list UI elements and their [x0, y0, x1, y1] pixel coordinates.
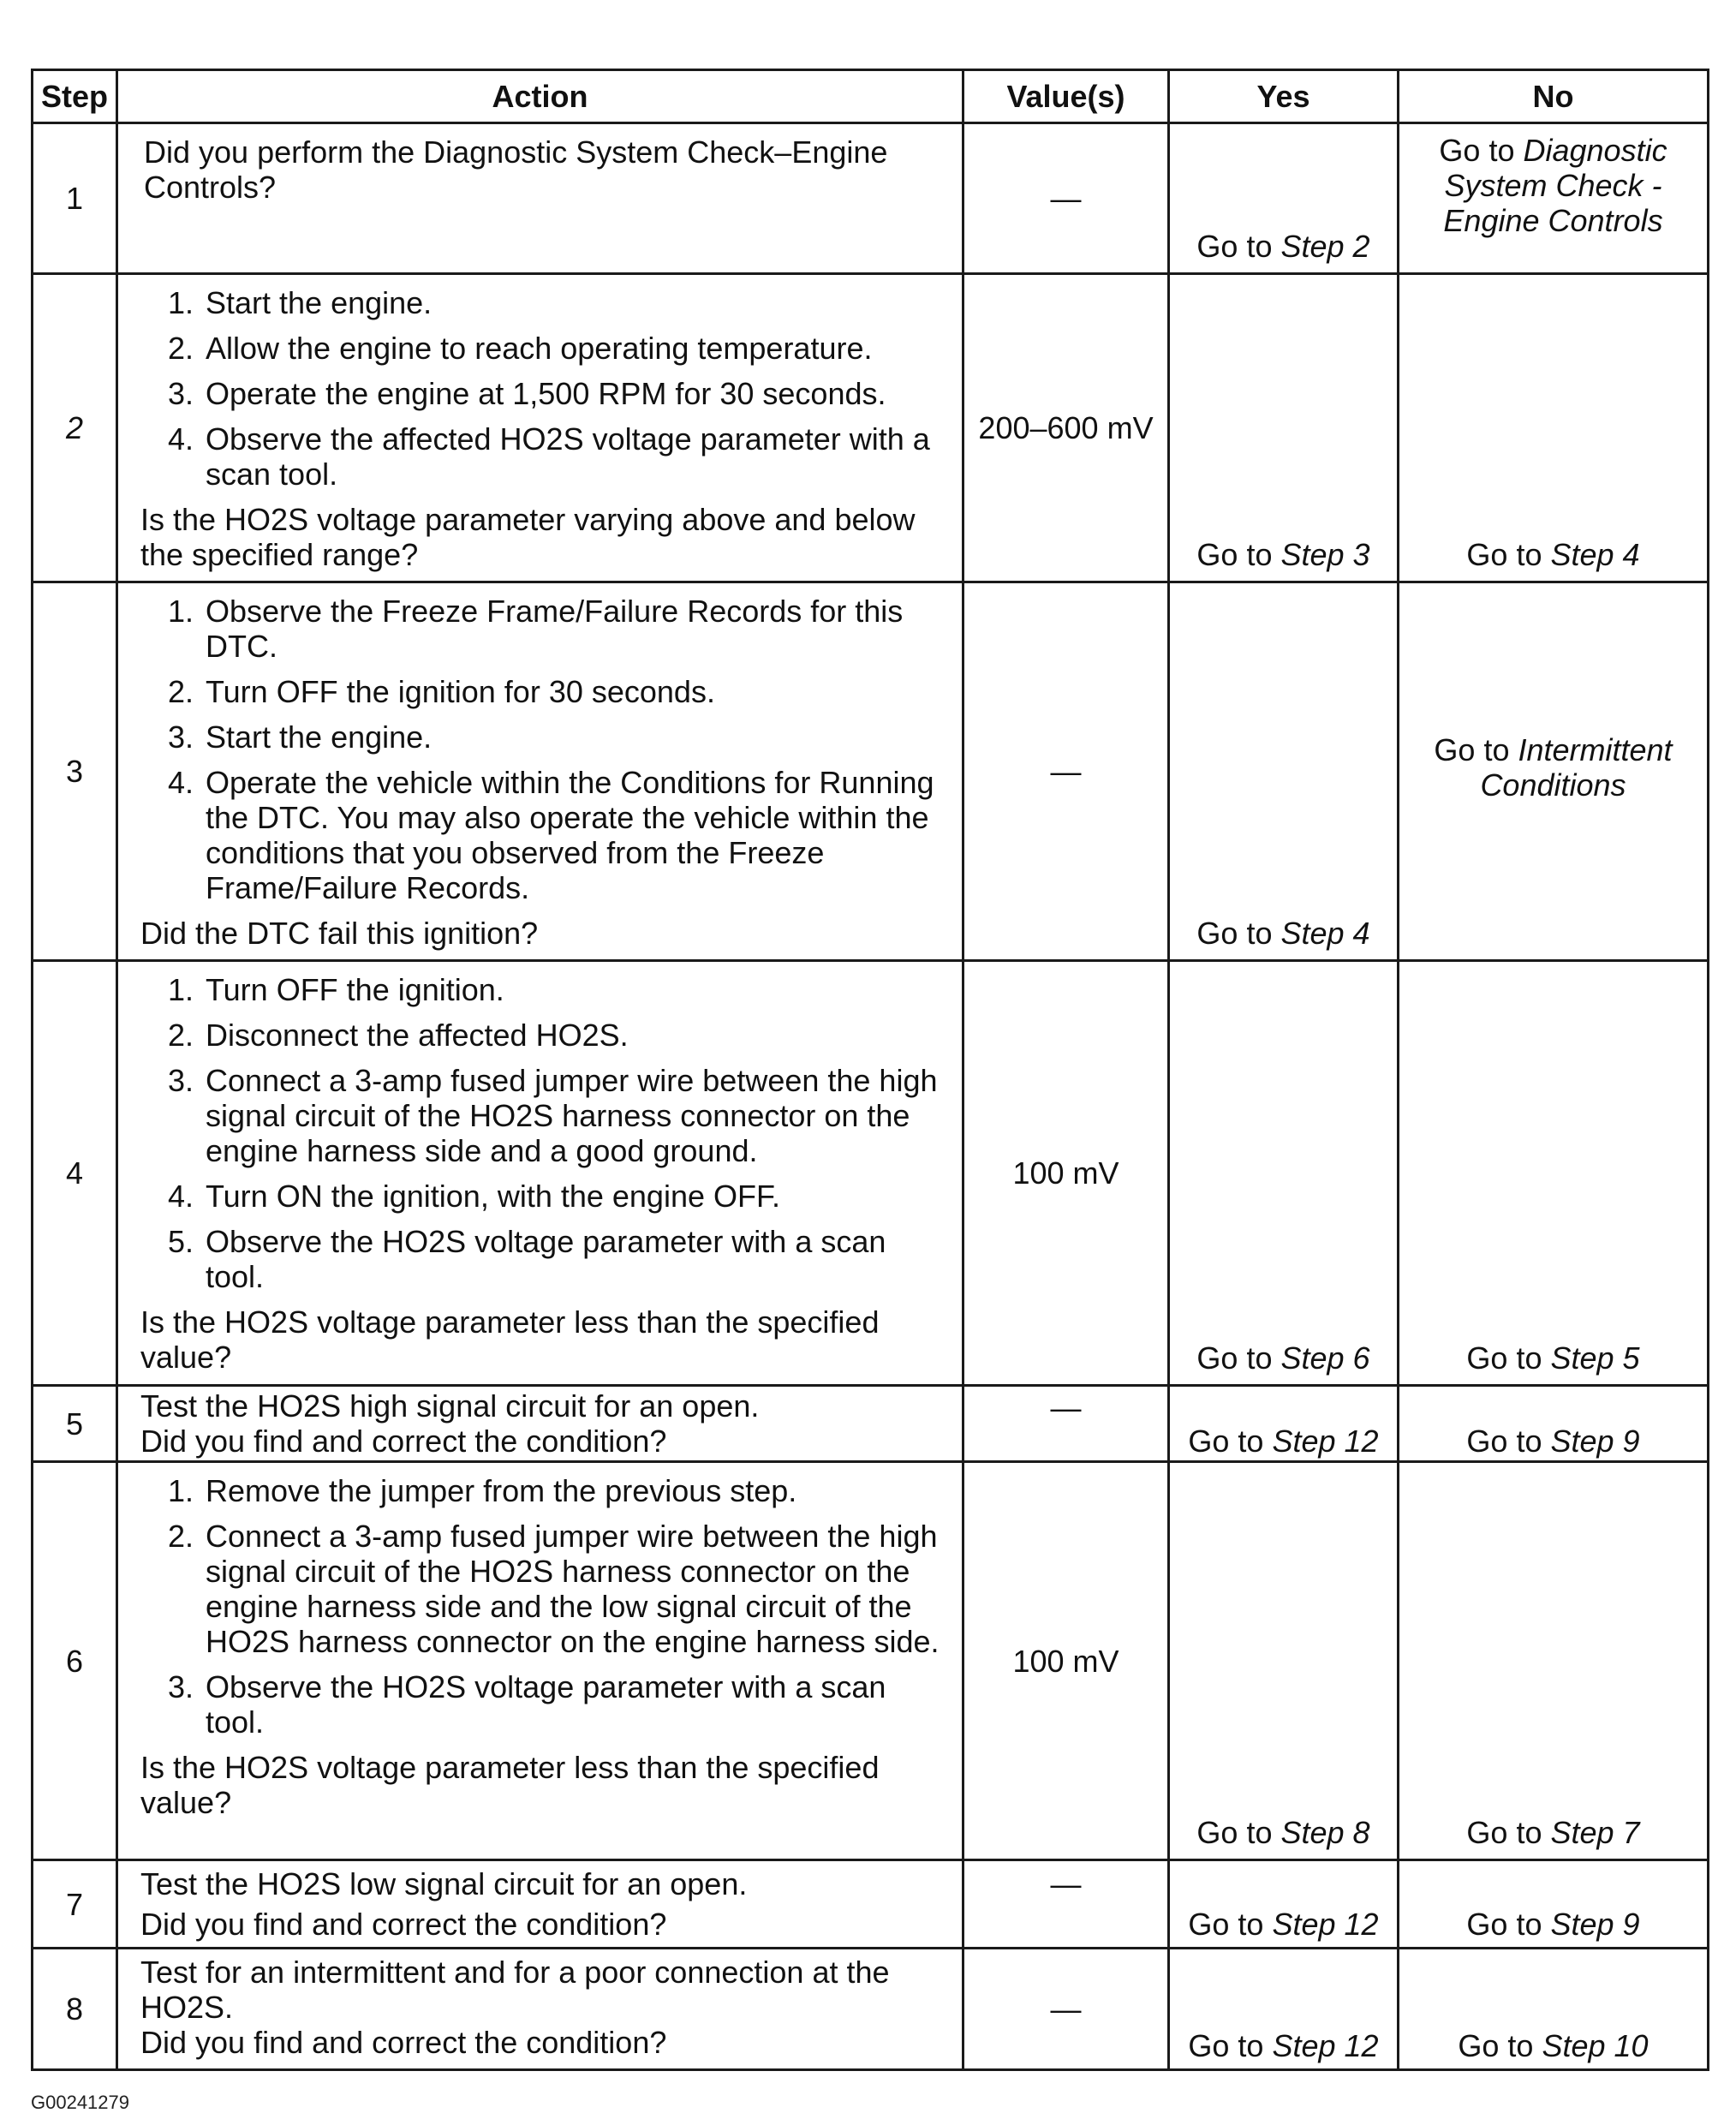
no-prefix: Go to [1458, 2028, 1542, 2063]
action-step: 2. Connect a 3-amp fused jumper wire between the high signal circuit of the HO2S harness connector on the engine harness side and the low signal circuit of the HO2S harness connector on the engine harness side. [202, 1519, 950, 1659]
action-steps-list [140, 594, 950, 905]
figure-id: G00241279 [31, 2092, 129, 2113]
value-cell: 100 mV [963, 1462, 1169, 1860]
action-cell [117, 582, 963, 961]
action-cell [117, 123, 963, 274]
step-number: 5 [33, 1386, 117, 1462]
yes-cell [1169, 1386, 1399, 1462]
no-target: Step 10 [1542, 2028, 1649, 2063]
action-step: 5. Observe the HO2S voltage parameter with a scan tool. [202, 1224, 950, 1294]
action-question: Did you perform the Diagnostic System Check–Engine Controls? [144, 134, 888, 205]
no-cell [1399, 961, 1709, 1386]
no-target: Step 7 [1550, 1815, 1640, 1850]
action-step: 3. Observe the HO2S voltage parameter with a scan tool. [202, 1669, 950, 1740]
header-row [33, 70, 1709, 123]
action-question: Did you find and correct the condition? [140, 1907, 667, 1942]
step-number: 1 [33, 123, 117, 274]
action-question: Did the DTC fail this ignition? [140, 916, 539, 951]
yes-prefix: Go to [1196, 1340, 1281, 1376]
action-step: 2. Allow the engine to reach operating temperature. [202, 331, 950, 366]
action-step: 2. Disconnect the affected HO2S. [202, 1018, 950, 1053]
value-cell: 100 mV [963, 961, 1169, 1386]
yes-cell [1169, 1462, 1399, 1860]
action-step: 2. Turn OFF the ignition for 30 seconds. [202, 674, 950, 709]
yes-prefix: Go to [1188, 1907, 1273, 1942]
action-cell [117, 1386, 963, 1462]
value-cell: 200–600 mV [963, 274, 1169, 582]
action-question: Is the HO2S voltage parameter varying above and below the specified range? [140, 502, 916, 572]
value-cell: — [963, 123, 1169, 274]
no-prefix: Go to [1466, 1340, 1551, 1376]
action-step: 3. Start the engine. [202, 719, 950, 755]
yes-cell [1169, 582, 1399, 961]
step-number: 6 [33, 1462, 117, 1860]
yes-prefix: Go to [1196, 229, 1281, 264]
no-prefix: Go to [1466, 537, 1551, 572]
yes-target: Step 12 [1272, 1424, 1379, 1459]
table-row-step-6 [33, 1462, 1709, 1860]
action-step: 1. Observe the Freeze Frame/Failure Records for this DTC. [202, 594, 950, 664]
header-yes: Yes [1169, 70, 1399, 123]
no-prefix: Go to [1466, 1424, 1551, 1459]
yes-target: Step 12 [1272, 1907, 1379, 1942]
no-cell [1399, 123, 1709, 274]
no-target: Diagnostic System Check - Engine Controls [1443, 133, 1667, 238]
diagnostic-table-sheet [31, 69, 1707, 2071]
yes-cell [1169, 1860, 1399, 1949]
action-question: Is the HO2S voltage parameter less than the specified value? [140, 1750, 880, 1820]
action-step: 4. Observe the affected HO2S voltage parameter with a scan tool. [202, 421, 950, 492]
action-line: Test for an intermittent and for a poor connection at the HO2S. [140, 1955, 890, 2025]
step-number: 3 [33, 582, 117, 961]
yes-target: Step 6 [1280, 1340, 1370, 1376]
action-step: 1. Start the engine. [202, 285, 950, 320]
yes-target: Step 4 [1280, 916, 1370, 951]
action-steps-list [140, 1473, 950, 1740]
table-row-step-2 [33, 274, 1709, 582]
action-question: Did you find and correct the condition? [140, 1424, 667, 1459]
action-step: 4. Turn ON the ignition, with the engine OFF. [202, 1179, 950, 1214]
table-row-step-7 [33, 1860, 1709, 1949]
yes-cell [1169, 274, 1399, 582]
action-step: 1. Turn OFF the ignition. [202, 972, 950, 1007]
no-target: Step 4 [1550, 537, 1640, 572]
diagnostic-table [31, 69, 1709, 2071]
table-row-step-8 [33, 1949, 1709, 2070]
header-step: Step [33, 70, 117, 123]
step-number: 4 [33, 961, 117, 1386]
no-cell [1399, 582, 1709, 961]
action-cell [117, 1949, 963, 2070]
no-target: Intermittent Conditions [1480, 731, 1673, 803]
action-line: Test the HO2S low signal circuit for an open. [140, 1866, 748, 1901]
header-values: Value(s) [963, 70, 1169, 123]
action-cell [117, 274, 963, 582]
value-cell: — [963, 582, 1169, 961]
action-cell [117, 1462, 963, 1860]
header-action: Action [117, 70, 963, 123]
action-steps-list [140, 285, 950, 492]
yes-prefix: Go to [1188, 2028, 1273, 2063]
action-line: Test the HO2S high signal circuit for an open. [140, 1388, 760, 1424]
yes-cell [1169, 1949, 1399, 2070]
action-step: 4. Operate the vehicle within the Conditions for Running the DTC. You may also operate the vehicle within the conditions that you observed from the Freeze Frame/Failure Records. [202, 765, 950, 905]
yes-target: Step 2 [1280, 229, 1370, 264]
no-cell [1399, 1386, 1709, 1462]
step-number: 2 [33, 274, 117, 582]
no-cell [1399, 1949, 1709, 2070]
no-prefix: Go to [1466, 1907, 1551, 1942]
no-cell [1399, 274, 1709, 582]
table-row-step-1 [33, 123, 1709, 274]
value-cell: — [963, 1860, 1169, 1949]
table-row-step-5 [33, 1386, 1709, 1462]
step-number: 8 [33, 1949, 117, 2070]
action-question: Is the HO2S voltage parameter less than the specified value? [140, 1304, 880, 1375]
action-cell [117, 1860, 963, 1949]
header-no: No [1399, 70, 1709, 123]
action-step: 1. Remove the jumper from the previous step. [202, 1473, 950, 1508]
yes-prefix: Go to [1188, 1424, 1273, 1459]
yes-target: Step 8 [1280, 1815, 1370, 1850]
no-target: Step 9 [1550, 1424, 1640, 1459]
no-target: Step 5 [1550, 1340, 1640, 1376]
yes-prefix: Go to [1196, 1815, 1281, 1850]
action-step: 3. Operate the engine at 1,500 RPM for 30 seconds. [202, 376, 950, 411]
yes-prefix: Go to [1196, 916, 1281, 951]
table-row-step-4 [33, 961, 1709, 1386]
step-number: 7 [33, 1860, 117, 1949]
yes-target: Step 3 [1280, 537, 1370, 572]
yes-cell [1169, 961, 1399, 1386]
table-row-step-3 [33, 582, 1709, 961]
action-question: Did you find and correct the condition? [140, 2025, 667, 2060]
no-cell [1399, 1860, 1709, 1949]
value-cell: — [963, 1949, 1169, 2070]
value-cell: — [963, 1386, 1169, 1462]
action-step: 3. Connect a 3-amp fused jumper wire between the high signal circuit of the HO2S harness connector on the engine harness side and a good ground. [202, 1063, 950, 1168]
action-cell [117, 961, 963, 1386]
yes-cell [1169, 123, 1399, 274]
no-prefix: Go to [1439, 133, 1524, 168]
yes-target: Step 12 [1272, 2028, 1379, 2063]
no-cell [1399, 1462, 1709, 1860]
yes-prefix: Go to [1196, 537, 1281, 572]
no-target: Step 9 [1550, 1907, 1640, 1942]
action-steps-list [140, 972, 950, 1294]
no-prefix: Go to [1466, 1815, 1551, 1850]
no-prefix: Go to [1434, 731, 1518, 767]
